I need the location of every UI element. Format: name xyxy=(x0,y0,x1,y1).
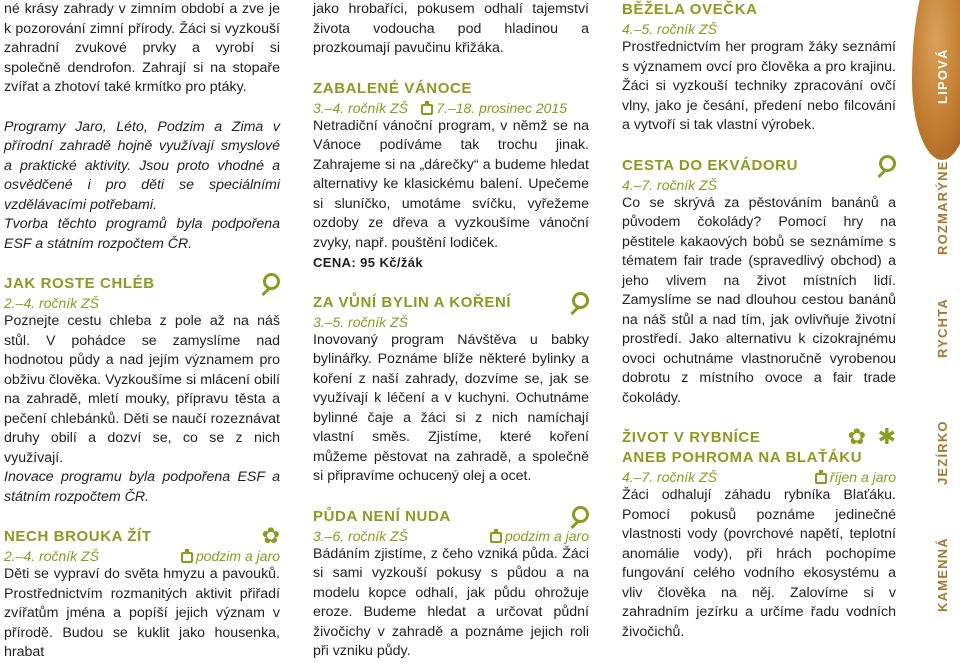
magnifier-icon xyxy=(879,154,896,176)
calendar-icon xyxy=(490,532,502,543)
program-description: Poznejte cestu chleba z pole až na náš stůl. V pohádce se zamyslíme nad hodnotou půdy a nad jejím významem pro obživu člověka. Vyzkoušíme si mlácení obilí na zahradě, mletí mouky, přípravu těsta a pečení chlebánků. Děti se naučí rozeznávat druhy obilí a dozví se, co se z nich využívají. xyxy=(4,313,280,466)
program-date: 7.–18. prosinec 2015 xyxy=(436,99,567,116)
program-za-vuni-bylin xyxy=(313,293,589,313)
program-grade: 2.–4. ročník ZŠ xyxy=(4,295,99,311)
program-grade: 3.–4. ročník ZŠ 7.–18. prosinec 2015 xyxy=(313,99,567,116)
funding-note: Tvorba těchto programů byla podpořena ESF a státním rozpočtem ČR. xyxy=(4,216,280,252)
sidebar-label-rozmarynek: ROZMARÝNEK xyxy=(935,149,950,255)
calendar-icon xyxy=(181,552,193,563)
continued-text: jako hrobaříci, pokusem odhalí tajemství života vodoucha pod hladinou a prozkoumají pavučinu křižáka. xyxy=(313,1,589,56)
program-description: Bádáním zjistíme, z čeho vzniká půda. Žáci si sami vyzkouší pokusy s půdou a na modelu kopce odhalí, jak půdu ohrožuje eroze. Budeme hledat a určovat půdní živočichy v zahradě a poznáme jejich roli při vzniku půdy. xyxy=(313,545,589,659)
program-season: podzim a jaro xyxy=(504,527,589,544)
sidebar-label-jezirko: JEZÍRKO xyxy=(935,420,950,485)
program-puda-neni-nuda xyxy=(313,507,589,527)
program-description: Děti se vypraví do světa hmyzu a pavouků. Prostřednictvím rozmanitých aktivit přiřadí zvířatům jména a popíší jejich význam v přírodě. Budou se kuklit jako housenka, hrabat xyxy=(4,566,280,660)
program-grade: 3.–6. ročník ZŠ podzim a jaro xyxy=(313,527,589,544)
programs-note: Programy Jaro, Léto, Podzim a Zima v přírodní zahradě hojně využívají smyslové a praktické aktivity. Jsou proto vhodné a osvědčené i pro děti se speciálními vzdělávacími potřebami. xyxy=(4,118,280,213)
program-description: Inovovaný program Návštěva u babky bylinářky. Poznáme blíže některé bylinky a koření z naší zahrady, dozvíme se, jak se využívají k léčení a v kuchyni. Ochutnáme bylinné čaje a žáci si z nich namíchají vlastní směs. Zjistíme, které koření můžeme pěstovat na zahradě, a společně si připravíme ochucený olej a ocet. xyxy=(313,331,589,484)
program-funding: Inovace programu byla podpořena ESF a státním rozpočtem ČR. xyxy=(4,469,280,505)
program-season: říjen a jaro xyxy=(829,469,896,485)
sidebar-label-lipova: LIPOVÁ xyxy=(935,48,950,104)
flower-icon: ✿ xyxy=(261,523,280,548)
program-subtitle: ANEB POHROMA NA BLAŤÁKU xyxy=(622,449,863,466)
intro-text: né krásy zahrady v zimním období a zve je k pozorování zimní přírody. Žáci si vyzkouší zahradní zvukové prvky a vyrobí si společně dendrofon. Zahrají si na stopaře zvířat a zhotoví také krmítko pro ptáky. xyxy=(4,1,280,95)
program-title: ŽIVOT V RYBNÍCE xyxy=(622,429,761,446)
program-jak-roste-chleb xyxy=(4,274,280,294)
program-description: Prostřednictvím her program žáky seznámí s významem ovcí pro člověka a pro krajinu. Žáci si vyzkouší techniky zpracování ovčí vlny, jako je česání, předení nebo filcování a vytvoří si tak vlastní výrobek. xyxy=(622,39,896,133)
program-title: ZABALENÉ VÁNOCE xyxy=(313,79,473,97)
program-description: Netradiční vánoční program, v němž se na Vánoce podíváme tak trochu jinak. Zahrajeme si na „dárečky“ a budeme hledat alternativy ke klasickému balení. Upečeme si sluníčko, umotáme svíčku, vyřežeme ozdoby ze dřeva a vyzkoušíme vánoční zvyky, např. pouštění lodiček. xyxy=(313,117,589,251)
magnifier-icon xyxy=(572,505,589,527)
program-cesta-do-ekvadoru xyxy=(622,156,896,176)
program-title: CESTA DO EKVÁDORU xyxy=(622,156,799,174)
program-zivot-v-rybnice xyxy=(622,424,896,449)
program-grade: 2.–4. ročník ZŠ podzim a jaro xyxy=(4,548,280,564)
program-title: NECH BROUKA ŽÍT xyxy=(4,528,152,545)
program-title: JAK ROSTE CHLÉB xyxy=(4,275,155,292)
program-grade: 4.–5. ročník ZŠ xyxy=(622,21,717,37)
program-description: Co se skrývá za pěstováním banánů a původem čokolády? Pomocí hry na pěstitele kakaových bobů se seznámíme s tématem fair trade (spravedlivý obchod) a jeho vlivem na život místních lidí. Zamyslíme se nad dlouhou cestou banánů na náš stůl a nad tím, jak ovlivňuje životní prostředí. Jako alternativu k cizokrajnému ovoci ochutnáme vlastnoručně vyrobenou dobrotu z místního ovoce a fair trade čokolády. xyxy=(622,194,896,406)
program-title: PŮDA NENÍ NUDA xyxy=(313,507,451,525)
column-left xyxy=(4,0,280,663)
magnifier-icon xyxy=(572,291,589,313)
column-middle xyxy=(313,0,589,662)
program-grade: 4.–7. ročník ZŠ říjen a jaro xyxy=(622,469,896,485)
program-title: BĚŽELA OVEČKA xyxy=(622,1,758,18)
sidebar-label-kamenna: KAMENNÁ xyxy=(935,537,950,612)
flower-icon: ✿ xyxy=(847,424,866,449)
magnifier-icon xyxy=(263,272,280,294)
column-right xyxy=(622,0,896,642)
program-season: podzim a jaro xyxy=(195,548,280,564)
calendar-icon xyxy=(815,473,827,484)
program-nech-brouka-zit xyxy=(4,523,280,548)
program-grade: 3.–5. ročník ZŠ xyxy=(313,313,408,330)
sidebar-label-rychta: RYCHTA xyxy=(935,298,950,358)
program-price: CENA: 95 Kč/žák xyxy=(313,255,424,270)
program-title: ZA VŮNÍ BYLIN A KOŘENÍ xyxy=(313,293,512,311)
program-grade: 4.–7. ročník ZŠ xyxy=(622,176,717,193)
calendar-icon xyxy=(421,104,433,115)
bug-icon: ✱ xyxy=(877,424,896,449)
program-description: Žáci odhalují záhadu rybníka Blaťáku. Pomocí pokusů poznáme jedinečné vlastnosti vody (povrchové napětí, teplotní anomálie vody), při hrách pochopíme fungování celého vodního ekosystému a vliv člověka na něj. Zalovíme si v zahradním jezírku a určíme řadu vodních živočichů. xyxy=(622,487,896,640)
